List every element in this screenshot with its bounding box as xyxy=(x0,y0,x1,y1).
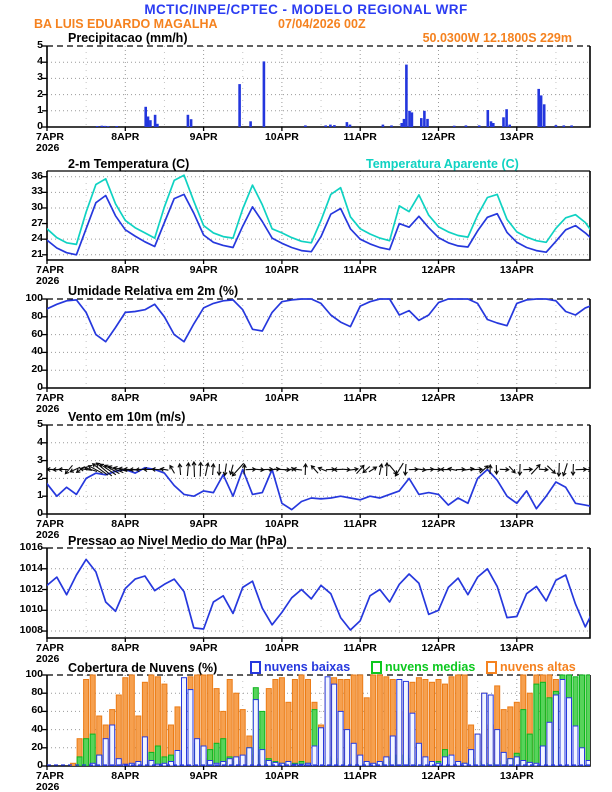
cloud-bar xyxy=(462,675,467,766)
wind-arrow xyxy=(342,468,350,472)
wind-arrow xyxy=(488,465,492,474)
precip-bar xyxy=(563,125,566,127)
wind-arrow xyxy=(304,464,308,475)
x-tick-label: 7APR xyxy=(36,392,65,404)
panel-title-temperature: 2-m Temperatura (C) xyxy=(68,157,190,171)
y-tick-label: 1014 xyxy=(19,561,43,574)
y-tick-label: 80 xyxy=(31,686,43,699)
x-tick-label: 10APR xyxy=(264,392,299,404)
panel-title-clouds: Cobertura de Nuvens (%) xyxy=(68,661,218,675)
y-tick-label: 2 xyxy=(37,87,43,100)
cloud-bar xyxy=(390,736,395,766)
x-tick-label: 13APR xyxy=(499,518,534,530)
cloud-bar xyxy=(521,710,526,766)
cloud-bar xyxy=(325,677,330,766)
cloud-bar xyxy=(292,680,297,767)
cloud-bar xyxy=(358,755,363,766)
wind-arrow xyxy=(456,468,465,472)
cloud-bar xyxy=(247,748,252,766)
cloud-bar xyxy=(358,675,363,766)
cloud-bar xyxy=(260,750,265,766)
precip-bar xyxy=(420,118,423,127)
cloud-bar xyxy=(567,698,572,766)
high-clouds-label: nuvens altas xyxy=(500,660,576,674)
cloud-bar xyxy=(90,734,95,766)
precip-bar xyxy=(555,125,558,127)
year-label: 2026 xyxy=(36,781,60,792)
precip-bar xyxy=(104,126,107,127)
cloud-bar xyxy=(234,693,239,766)
year-label: 2026 xyxy=(36,529,60,541)
x-tick-label: 11APR xyxy=(343,392,377,404)
low-clouds-swatch-icon xyxy=(250,661,261,674)
cloud-bar xyxy=(97,755,102,766)
panel-precipitation xyxy=(42,46,590,131)
panel-title-humidity: Umidade Relativa em 2m (%) xyxy=(68,284,239,298)
y-tick-label: 5 xyxy=(37,418,43,430)
pressure-line-0 xyxy=(47,559,595,630)
wind-arrow xyxy=(385,463,389,476)
cloud-bar xyxy=(175,751,180,767)
plot-frame xyxy=(47,548,590,638)
wind-arrow xyxy=(433,468,441,472)
year-label: 2026 xyxy=(36,653,60,665)
station-location: 50.0300W 12.1800S 229m xyxy=(422,31,572,45)
y-tick-label: 1 xyxy=(37,103,43,116)
legend-high-clouds xyxy=(486,660,576,674)
x-tick-label: 10APR xyxy=(264,770,299,782)
wind-arrow xyxy=(186,463,190,476)
wind-arrow xyxy=(192,462,196,477)
wind-arrow xyxy=(369,467,377,472)
cloud-bar xyxy=(201,746,206,766)
wind-arrow xyxy=(571,464,575,475)
cloud-bar xyxy=(508,707,513,766)
cloud-bar xyxy=(116,695,121,766)
cloud-bar xyxy=(416,743,421,766)
precip-bar xyxy=(426,119,429,127)
cloud-bar xyxy=(227,680,232,767)
cloud-bar xyxy=(410,713,415,766)
x-tick-label: 9APR xyxy=(189,264,218,276)
cloud-bar xyxy=(162,684,167,766)
cloud-bar xyxy=(123,678,128,766)
cloud-bar xyxy=(110,725,115,766)
cloud-bar xyxy=(384,677,389,766)
wind-arrow xyxy=(211,464,215,475)
panel-temperature xyxy=(42,171,595,264)
y-tick-label: 30 xyxy=(31,200,43,213)
panel-title-wind: Vento em 10m (m/s) xyxy=(68,410,186,424)
precip-bar xyxy=(96,126,99,127)
y-tick-label: 40 xyxy=(31,345,43,358)
high-clouds-swatch-icon xyxy=(486,661,497,674)
y-tick-label: 40 xyxy=(31,722,43,735)
wind-arrow xyxy=(178,464,182,475)
y-tick-label: 2 xyxy=(37,471,43,484)
wind-arrow xyxy=(441,468,449,472)
cloud-bar xyxy=(345,730,350,766)
cloud-bar xyxy=(573,726,578,766)
precip-bar xyxy=(156,124,159,127)
x-tick-label: 8APR xyxy=(111,264,140,276)
cloud-bar xyxy=(377,675,382,766)
cloud-bar xyxy=(84,739,89,766)
cloud-bar xyxy=(103,739,108,766)
panel-title-precipitation: Precipitacao (mm/h) xyxy=(68,31,188,45)
precip-bar xyxy=(423,111,426,127)
x-tick-label: 12APR xyxy=(421,264,456,276)
cloud-bar xyxy=(240,755,245,766)
cloud-bar xyxy=(488,695,493,766)
precip-bar xyxy=(478,125,481,127)
y-tick-label: 36 xyxy=(31,169,43,182)
precip-bar xyxy=(346,122,349,127)
wind-arrow xyxy=(404,464,408,475)
x-tick-label: 11APR xyxy=(343,770,377,782)
cloud-bar xyxy=(182,678,187,766)
temperature-line-1 xyxy=(47,175,595,244)
cloud-bar xyxy=(351,743,356,766)
precip-bar xyxy=(543,104,546,127)
precip-bar xyxy=(492,123,495,127)
cloud-bar xyxy=(279,678,284,766)
y-tick-label: 60 xyxy=(31,704,43,717)
cloud-bar xyxy=(286,702,291,766)
temperature-line-0 xyxy=(47,194,595,254)
wind-arrow xyxy=(334,468,343,472)
precip-bar xyxy=(405,65,408,127)
cloud-bar xyxy=(449,755,454,766)
x-tick-label: 8APR xyxy=(111,770,140,782)
cloud-bar xyxy=(423,680,428,767)
cloud-bar xyxy=(266,689,271,766)
precip-bar xyxy=(487,110,490,127)
y-tick-label: 1016 xyxy=(19,541,43,553)
precip-bar xyxy=(263,61,266,127)
y-tick-label: 100 xyxy=(25,668,43,680)
wind-arrow xyxy=(425,468,434,472)
run-datetime: 07/04/2026 00Z xyxy=(278,17,366,31)
cloud-bar xyxy=(155,746,160,766)
precip-bar xyxy=(187,115,190,127)
cloud-bar xyxy=(397,680,402,767)
cloud-bar xyxy=(495,730,500,766)
precip-bar xyxy=(403,119,406,127)
wind-arrow xyxy=(318,467,326,471)
x-tick-label: 10APR xyxy=(264,642,299,654)
cloud-bar xyxy=(299,675,304,766)
x-tick-label: 13APR xyxy=(499,131,534,143)
cloud-bar xyxy=(371,675,376,766)
x-tick-label: 7APR xyxy=(36,642,65,654)
precip-bar xyxy=(324,125,327,127)
wind-arrow xyxy=(223,464,227,476)
x-tick-label: 12APR xyxy=(421,642,456,654)
panel-title-pressure: Pressao ao Nivel Medio do Mar (hPa) xyxy=(68,534,287,548)
wind-arrow xyxy=(547,466,555,474)
wind-arrow xyxy=(518,464,522,475)
y-tick-label: 5 xyxy=(37,39,43,51)
x-tick-label: 13APR xyxy=(499,392,534,404)
panel-pressure xyxy=(42,548,595,642)
wind-arrow xyxy=(170,466,175,474)
wind-arrow xyxy=(311,466,318,473)
y-tick-label: 20 xyxy=(31,740,43,753)
wind-arrow xyxy=(448,467,457,471)
precip-bar xyxy=(382,125,385,127)
x-tick-label: 13APR xyxy=(499,642,534,654)
precip-bar xyxy=(333,125,336,127)
cloud-bars xyxy=(71,675,592,766)
wind-arrow xyxy=(379,464,383,475)
y-tick-label: 3 xyxy=(37,71,43,84)
cloud-bar xyxy=(553,695,558,766)
precip-bar xyxy=(570,125,573,127)
y-tick-label: 27 xyxy=(31,216,43,229)
y-tick-label: 60 xyxy=(31,327,43,340)
cloud-bar xyxy=(534,684,539,766)
wind-arrow xyxy=(509,466,515,473)
cloud-bar xyxy=(273,680,278,767)
wind-arrow xyxy=(59,468,68,472)
x-tick-label: 9APR xyxy=(189,131,218,143)
panel-wind xyxy=(41,425,596,518)
cloud-bar xyxy=(312,746,317,766)
cloud-bar xyxy=(338,711,343,766)
precip-bar xyxy=(411,112,414,127)
precip-bar xyxy=(505,109,508,127)
precip-bar xyxy=(465,125,468,127)
wind-arrow xyxy=(563,463,568,475)
wind-arrow xyxy=(217,464,221,475)
precip-bar xyxy=(540,95,543,127)
wind-arrow xyxy=(500,468,509,472)
cloud-bar xyxy=(430,682,435,766)
y-tick-label: 20 xyxy=(31,363,43,376)
precip-bar xyxy=(508,125,511,127)
x-tick-label: 11APR xyxy=(343,642,377,654)
year-label: 2026 xyxy=(36,142,60,154)
low-clouds-label: nuvens baixas xyxy=(264,660,351,674)
x-tick-label: 9APR xyxy=(189,642,218,654)
panel-clouds xyxy=(42,675,591,770)
y-tick-label: 100 xyxy=(25,292,43,304)
precip-bar xyxy=(154,115,157,127)
cloud-bar xyxy=(364,698,369,766)
cloud-bar xyxy=(319,728,324,766)
cloud-bar xyxy=(142,737,147,766)
y-tick-label: 0 xyxy=(37,759,43,771)
cloud-bar xyxy=(580,748,585,766)
wind-arrow xyxy=(409,468,418,472)
cloud-bar xyxy=(501,752,506,766)
wind-arrow xyxy=(293,467,302,471)
cloud-bar xyxy=(456,675,461,766)
year-label: 2026 xyxy=(36,275,60,287)
cloud-bar xyxy=(527,734,532,766)
y-tick-label: 1008 xyxy=(19,624,43,637)
x-tick-label: 11APR xyxy=(343,518,377,530)
x-tick-label: 7APR xyxy=(36,264,65,276)
x-tick-label: 11APR xyxy=(343,264,377,276)
precip-bar xyxy=(349,125,352,127)
plot-frame xyxy=(47,171,590,260)
precip-bar xyxy=(144,107,147,127)
precip-bar xyxy=(190,119,193,127)
wind-arrow xyxy=(199,463,203,477)
x-tick-label: 10APR xyxy=(264,131,299,143)
y-tick-label: 0 xyxy=(37,507,43,519)
x-tick-label: 9APR xyxy=(189,770,218,782)
y-tick-label: 0 xyxy=(37,381,43,393)
precip-bar xyxy=(390,125,393,127)
plot-frame xyxy=(47,46,590,127)
y-tick-label: 33 xyxy=(31,185,43,198)
legend-low-clouds xyxy=(250,660,350,674)
wind-arrow xyxy=(539,468,548,472)
y-tick-label: 1010 xyxy=(19,603,43,616)
y-tick-label: 21 xyxy=(31,247,43,260)
cloud-bar xyxy=(449,677,454,766)
cloud-bar xyxy=(403,681,408,766)
cloud-bar xyxy=(469,750,474,766)
y-tick-label: 1012 xyxy=(19,582,43,595)
precip-bar xyxy=(147,117,150,128)
x-tick-label: 13APR xyxy=(499,264,534,276)
x-tick-label: 12APR xyxy=(421,518,456,530)
cloud-bar xyxy=(129,675,134,766)
cloud-bar xyxy=(436,680,441,767)
panel-humidity xyxy=(42,299,595,392)
precip-bar xyxy=(400,123,403,127)
x-tick-label: 10APR xyxy=(264,264,299,276)
y-tick-label: 3 xyxy=(37,453,43,466)
wind-arrow xyxy=(557,463,561,476)
precip-bar xyxy=(502,117,505,127)
precip-bar xyxy=(107,126,110,127)
precip-bar xyxy=(408,111,411,127)
cloud-bar xyxy=(332,684,337,766)
mid-clouds-label: nuvens medias xyxy=(385,660,476,674)
cloud-bar xyxy=(475,734,480,766)
x-tick-label: 8APR xyxy=(111,518,140,530)
cloud-bar xyxy=(214,743,219,766)
y-tick-label: 80 xyxy=(31,309,43,322)
wind-arrow xyxy=(205,463,209,476)
x-tick-label: 12APR xyxy=(421,770,456,782)
station-name: BA LUIS EDUARDO MAGALHA xyxy=(34,17,218,31)
x-tick-label: 7APR xyxy=(36,518,65,530)
cloud-bar xyxy=(560,680,565,767)
y-tick-label: 1 xyxy=(37,489,43,502)
precip-bar xyxy=(101,126,104,127)
cloud-bar xyxy=(482,693,487,766)
y-tick-label: 4 xyxy=(37,435,43,448)
legend-mid-clouds xyxy=(371,660,475,674)
cloud-bar xyxy=(540,746,545,766)
x-tick-label: 8APR xyxy=(111,131,140,143)
x-tick-label: 13APR xyxy=(499,770,534,782)
x-tick-label: 12APR xyxy=(421,392,456,404)
year-label: 2026 xyxy=(36,403,60,415)
precip-bar xyxy=(149,120,152,127)
cloud-bar xyxy=(188,690,193,766)
precip-bar xyxy=(304,125,307,127)
wind-arrow xyxy=(523,468,532,472)
x-tick-label: 8APR xyxy=(111,642,140,654)
y-tick-label: 4 xyxy=(37,55,43,68)
cloud-bar xyxy=(253,700,258,766)
x-tick-label: 7APR xyxy=(36,131,65,143)
cloud-bar xyxy=(547,722,552,766)
precip-bar xyxy=(453,126,456,127)
x-tick-label: 9APR xyxy=(189,392,218,404)
x-tick-label: 7APR xyxy=(36,770,65,782)
model-title: MCTIC/INPE/CPTEC - MODELO REGIONAL WRF xyxy=(144,2,468,17)
cloud-bar xyxy=(306,680,311,767)
precip-bar xyxy=(238,84,241,127)
cloud-bar xyxy=(136,716,141,766)
legend-apparent-temperature: Temperatura Aparente (C) xyxy=(366,157,519,171)
precip-bar xyxy=(329,125,332,127)
cloud-bar xyxy=(195,739,200,766)
wind-arrow xyxy=(350,468,358,472)
x-tick-label: 9APR xyxy=(189,518,218,530)
y-tick-label: 24 xyxy=(31,232,43,245)
wind-arrow xyxy=(495,465,499,474)
x-tick-label: 10APR xyxy=(264,518,299,530)
precip-bar xyxy=(115,126,118,127)
wind-vectors xyxy=(41,462,592,477)
y-tick-label: 0 xyxy=(37,120,43,132)
precip-bar xyxy=(537,89,540,127)
precip-bar xyxy=(249,121,252,127)
x-tick-label: 11APR xyxy=(343,131,377,143)
x-tick-label: 8APR xyxy=(111,392,140,404)
x-tick-label: 12APR xyxy=(421,131,456,143)
precip-bar xyxy=(490,121,493,127)
mid-clouds-swatch-icon xyxy=(371,661,382,674)
